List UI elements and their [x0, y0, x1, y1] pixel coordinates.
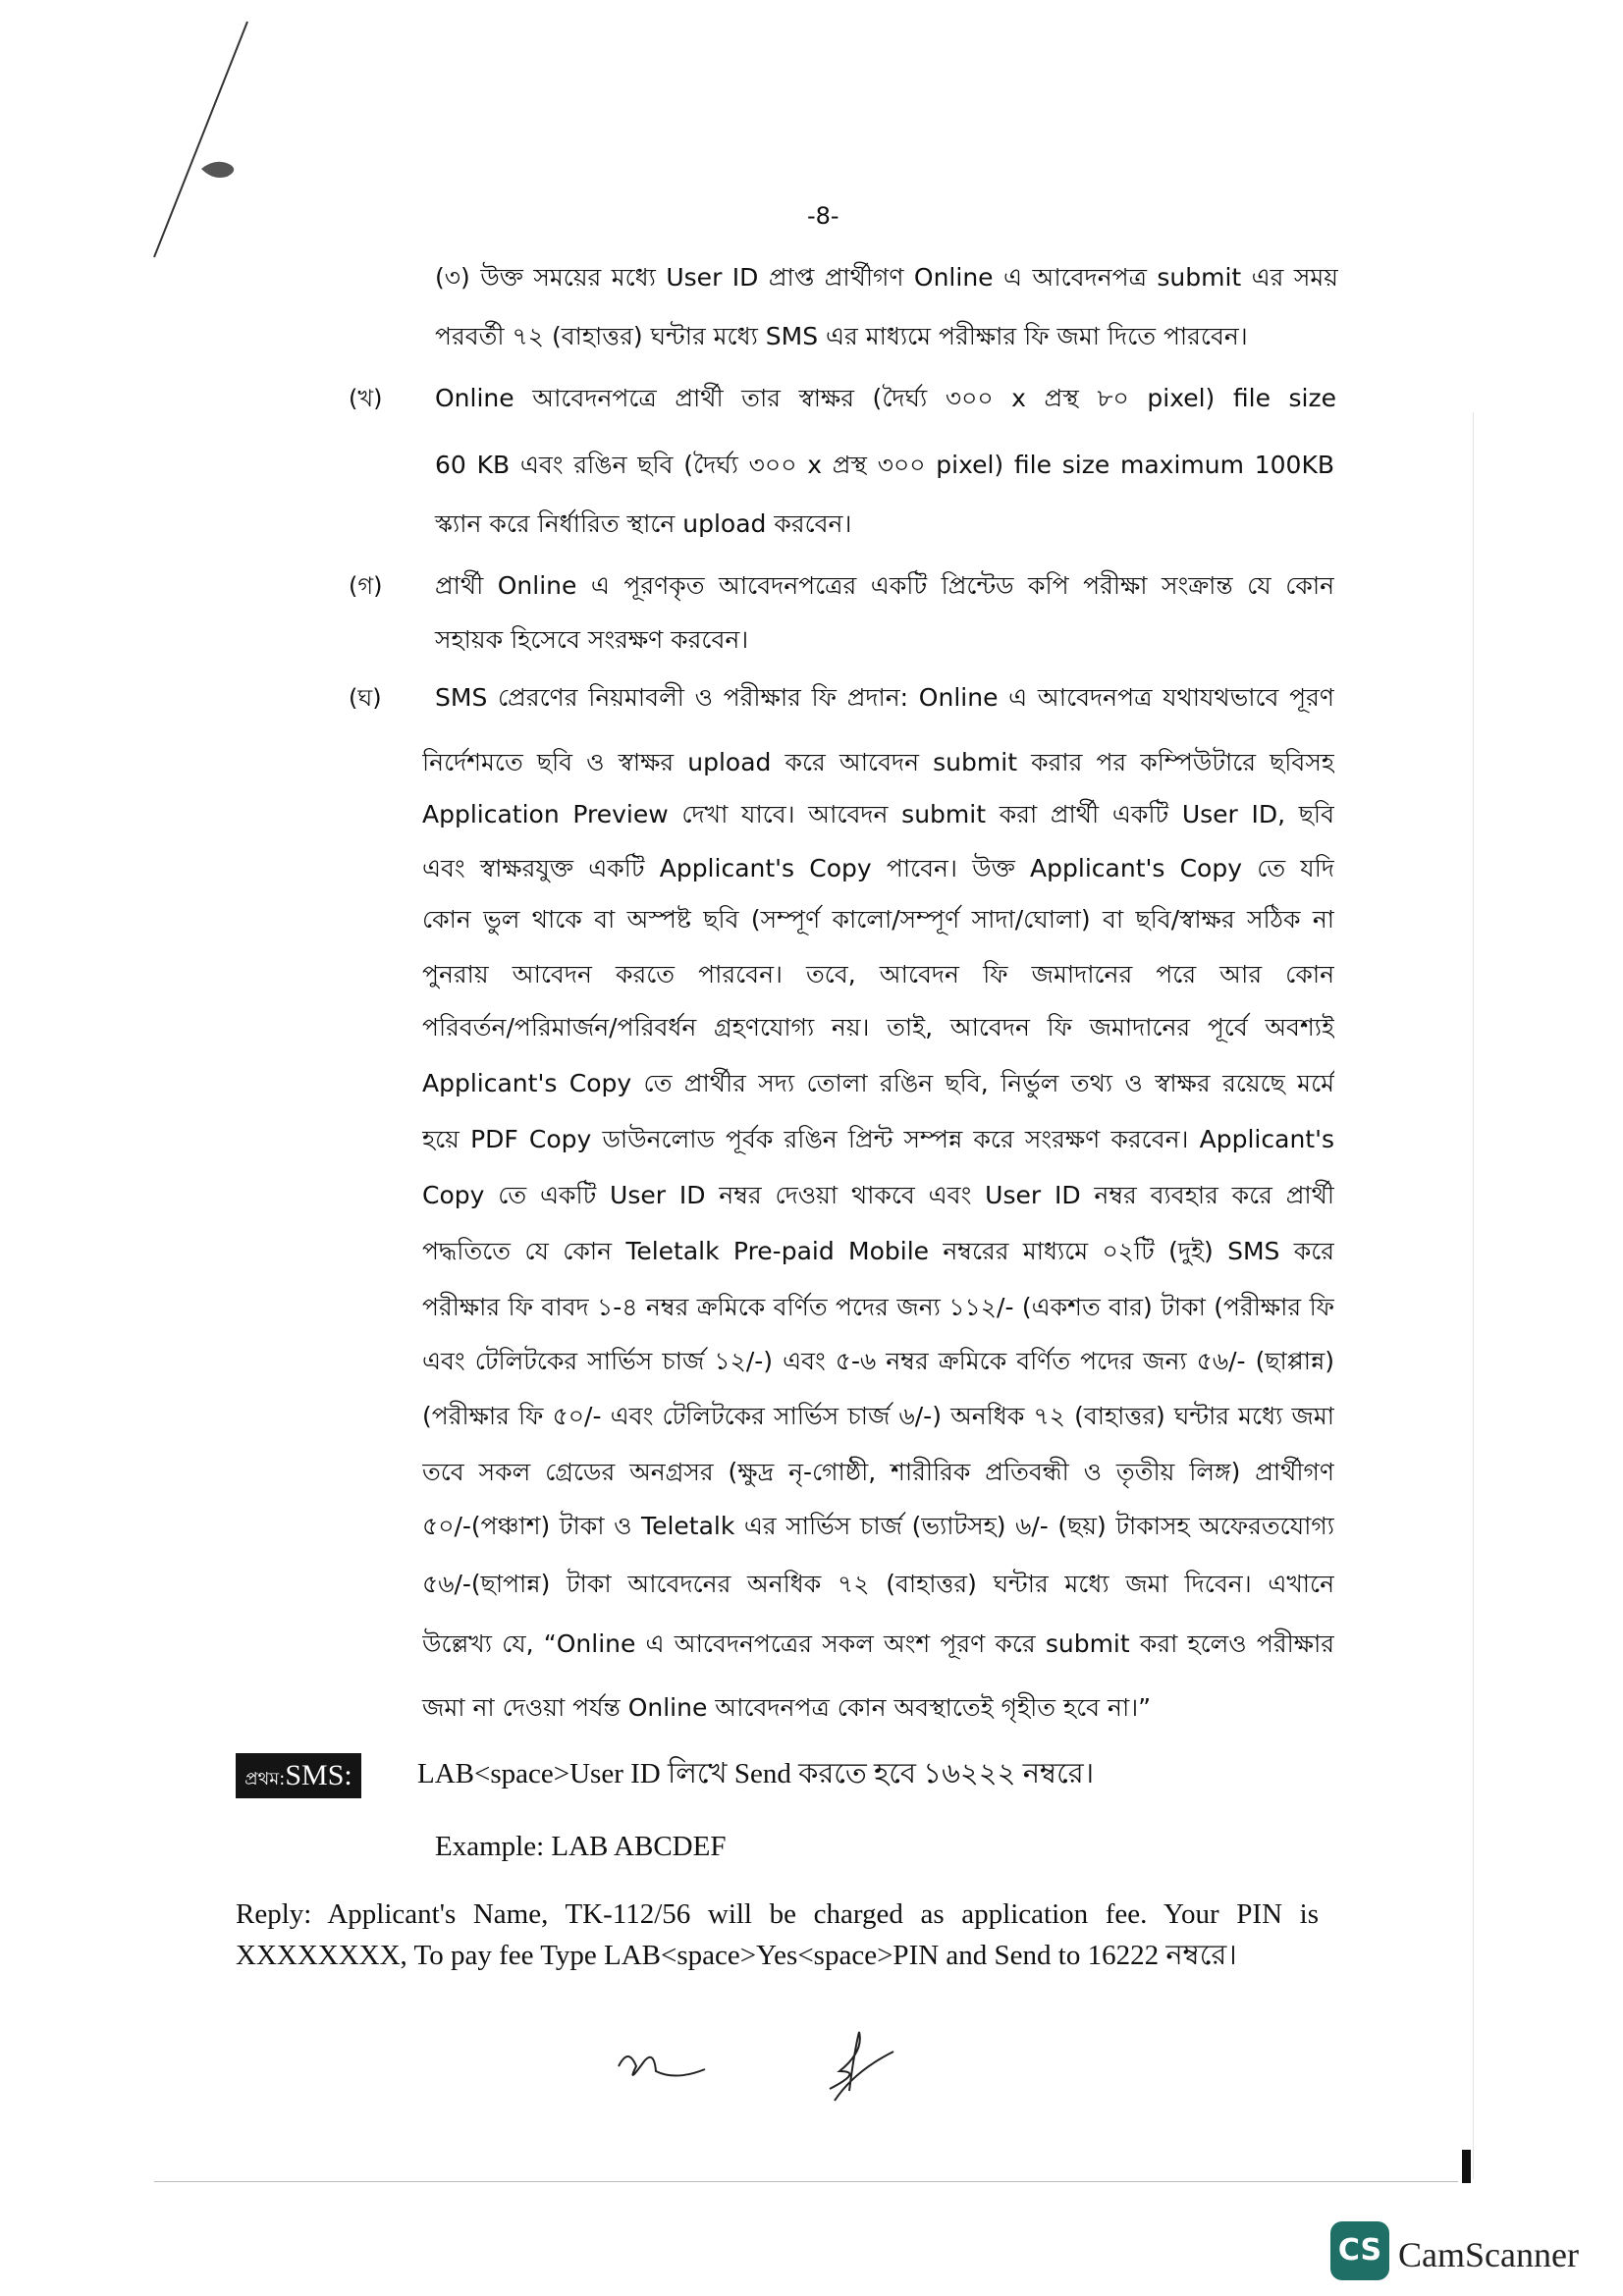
para-gha-line: নির্দেশমতে ছবি ও স্বাক্ষর upload করে আবেদন submit করার পর কম্পিউটারে ছবিসহ: [422, 748, 1334, 776]
para-gha-line: কোন ভুল থাকে বা অস্পষ্ট ছবি (সম্পূর্ণ কালো/সম্পূর্ণ সাদা/ঘোলা) বা ছবি/স্বাক্ষর সঠিক না: [422, 905, 1334, 934]
para-kha-label: (খ): [349, 385, 383, 412]
signature-initials: [599, 2022, 913, 2110]
sms-reply-line: Reply: Applicant's Name, TK-112/56 will be charged as application fee. Your PIN is: [236, 1898, 1319, 1930]
sms-label-box: [236, 1753, 361, 1798]
para-ga-line: সহায়ক হিসেবে সংরক্ষণ করবেন।: [435, 625, 749, 654]
page-edge-line: [1473, 412, 1474, 2179]
para-gha-line: উল্লেখ্য যে, “Online এ আবেদনপত্রের সকল অংশ পূরণ করে submit করা হলেও পরীক্ষার: [422, 1629, 1334, 1658]
para-gha-line: Copy তে একটি User ID নম্বর দেওয়া থাকবে এবং User ID নম্বর ব্যবহার করে প্রার্থী: [422, 1181, 1334, 1209]
para-gha-line: (পরীক্ষার ফি ৫০/- এবং টেলিটকের সার্ভিস চার্জ ৬/-) অনধিক ৭২ (বাহাত্তর) ঘন্টার মধ্যে জমা: [422, 1402, 1334, 1430]
para-gha-line: পরিবর্তন/পরিমার্জন/পরিবর্ধন গ্রহণযোগ্য নয়। তাই, আবেদন ফি জমাদানের পূর্বে অবশ্যই: [422, 1013, 1334, 1041]
para-ga-line: প্রার্থী Online এ পূরণকৃত আবেদনপত্রের একটি প্রিন্টেড কপি পরীক্ষা সংক্রান্ত যে কোন: [435, 571, 1334, 600]
para-gha-line: ৫৬/-(ছাপান্ন) টাকা আবেদনের অনধিক ৭২ (বাহাত্তর) ঘন্টার মধ্যে জমা দিবেন। এখানে: [422, 1570, 1334, 1598]
para-ga-label: (গ): [349, 572, 383, 600]
para-gha-line: পরীক্ষার ফি বাবদ ১-৪ নম্বর ক্রমিকে বর্ণিত পদের জন্য ১১২/- (একশত বার) টাকা (পরীক্ষার ফি: [422, 1293, 1334, 1321]
para-gha-line: ৫০/-(পঞ্চাশ) টাকা ও Teletalk এর সার্ভিস চার্জ (ভ্যাটসহ) ৬/- (ছয়) টাকাসহ অফেরতযোগ্য: [422, 1512, 1334, 1540]
scan-edge-mark: [1462, 2150, 1471, 2183]
para-gha-line: Application Preview দেখা যাবে। আবেদন submit করা প্রার্থী একটি User ID, ছবি: [422, 800, 1334, 828]
para-gha-line: Applicant's Copy তে প্রার্থীর সদ্য তোলা রঙিন ছবি, নির্ভুল তথ্য ও স্বাক্ষর রয়েছে মর্মে: [422, 1069, 1334, 1097]
sms-reply-line: XXXXXXXX, To pay fee Type LAB<space>Yes<space>PIN and Send to 16222 নম্বরে।: [236, 1940, 1237, 1971]
sms-label: SMS:: [285, 1759, 352, 1791]
camscanner-watermark: CamScanner: [1398, 2235, 1579, 2274]
sms-example: Example: LAB ABCDEF: [435, 1831, 727, 1862]
para-gha-line: তবে সকল গ্রেডের অনগ্রসর (ক্ষুদ্র নৃ-গোষ্ঠী, শারীরিক প্রতিবন্ধী ও তৃতীয় লিঙ্গ) প্রার্থীগণ: [422, 1458, 1334, 1486]
para-gha-line: SMS প্রেরণের নিয়মাবলী ও পরীক্ষার ফি প্রদান: Online এ আবেদনপত্র যথাযথভাবে পূরণ: [435, 683, 1334, 712]
para-kha-line: স্ক্যান করে নির্ধারিত স্থানে upload করবেন।: [435, 509, 852, 538]
para-gha-line: এবং টেলিটকের সার্ভিস চার্জ ১২/-) এবং ৫-৬ নম্বর ক্রমিকে বর্ণিত পদের জন্য ৫৬/- (ছাপ্পান্ন): [422, 1347, 1334, 1375]
para-gha-line: হয়ে PDF Copy ডাউনলোড পূর্বক রঙিন প্রিন্ট সম্পন্ন করে সংরক্ষণ করবেন। Applicant's: [422, 1125, 1334, 1153]
para-gha-label: (ঘ): [349, 684, 382, 712]
para-gha-line: এবং স্বাক্ষরযুক্ত একটি Applicant's Copy পাবেন। উক্ত Applicant's Copy তে যদি: [422, 854, 1334, 882]
para-3-line: (৩) উক্ত সময়ের মধ্যে User ID প্রাপ্ত প্রার্থীগণ Online এ আবেদনপত্র submit এর সময়: [435, 263, 1338, 292]
camscanner-logo-icon: CS: [1330, 2221, 1389, 2280]
para-3-line: পরবর্তী ৭২ (বাহাত্তর) ঘন্টার মধ্যে SMS এর মাধ্যমে পরীক্ষার ফি জমা দিতে পারবেন।: [435, 322, 1248, 350]
para-gha-line: পদ্ধতিতে যে কোন Teletalk Pre-paid Mobile নম্বরের মাধ্যমে ০২টি (দুই) SMS করে: [422, 1237, 1334, 1265]
para-gha-line: পুনরায় আবেদন করতে পারবেন। তবে, আবেদন ফি জমাদানের পরে আর কোন: [422, 960, 1334, 988]
para-gha-line: জমা না দেওয়া পর্যন্ত Online আবেদনপত্র কোন অবস্থাতেই গৃহীত হবে না।”: [422, 1693, 1152, 1722]
page-number: -8-: [807, 202, 839, 230]
para-kha-line: 60 KB এবং রঙিন ছবি (দৈর্ঘ্য ৩০০ x প্রস্থ ৩০০ pixel) file size maximum 100KB: [435, 451, 1334, 479]
footer-rule: [154, 2181, 1458, 2182]
para-kha-line: Online আবেদনপত্রে প্রার্থী তার স্বাক্ষর (দৈর্ঘ্য ৩০০ x প্রস্থ ৮০ pixel) file size: [435, 384, 1336, 412]
pen-stroke-mark: [0, 0, 295, 294]
sms-label-prefix: প্রথম:: [244, 1769, 286, 1789]
sms-instruction: LAB<space>User ID লিখে Send করতে হবে ১৬২২২ নম্বরে।: [417, 1758, 1095, 1789]
